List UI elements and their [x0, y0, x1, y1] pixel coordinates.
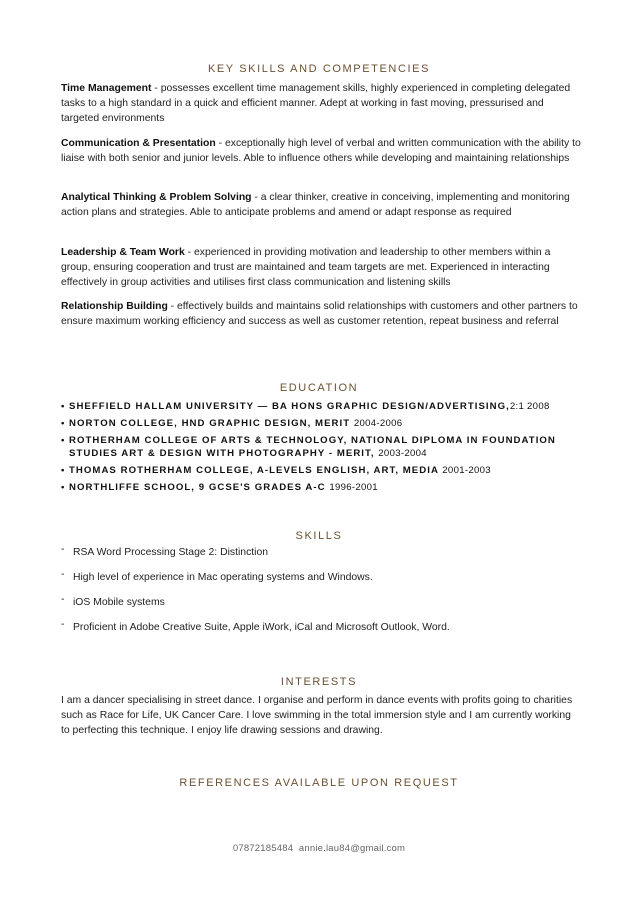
education-name: ROTHERHAM COLLEGE OF ARTS & TECHNOLOGY, NATIONAL DIPLOMA IN FOUNDATION STUDIES ART & DESIGN WITH PHOTOGRAPHY - MERIT,	[69, 435, 556, 459]
education-years: 2:1 2008	[509, 401, 550, 412]
education-years: 2004-2006	[353, 418, 403, 429]
education-name: THOMAS ROTHERHAM COLLEGE, A-LEVELS ENGLISH, ART, MEDIA	[69, 465, 439, 476]
education-item	[61, 417, 591, 430]
interests-text: I am a dancer specialising in street dance. I organise and perform in dance events with profits going to charities such as Race for Life, UK Cancer Care. I love swimming in the total immersion style and I am currently working to perfecting this technique. I enjoy life drawing sessions and drawing.	[61, 695, 573, 737]
key-skill-title: Leadership & Team Work	[61, 247, 185, 258]
skill-item	[61, 621, 450, 646]
key-skill-text: - exceptionally high level of verbal and written communication with the ability to liaise with both senior and junior levels. Able to influence others while developing and maintaining relationships	[61, 138, 581, 165]
education-item	[61, 400, 591, 413]
dash-icon: -	[61, 544, 65, 555]
key-skills-heading: KEY SKILLS AND COMPETENCIES	[207, 63, 431, 75]
skill-item	[61, 571, 450, 596]
key-skill-text: - a clear thinker, creative in conceiving, implementing and monitoring action plans and strategies. Able to anticipate problems and amend or adapt response as required	[61, 192, 570, 219]
key-skill-text: - possesses excellent time management skills, highly experienced in completing delegated tasks to a high standard in a quick and efficient manner. Adept at working in fast moving, pressurised and targeted environments	[61, 83, 571, 125]
education-years: 1996-2001	[329, 482, 378, 493]
skill-text: High level of experience in Mac operating systems and Windows.	[73, 572, 373, 583]
key-skill-item	[61, 190, 581, 220]
skill-text: Proficient in Adobe Creative Suite, Apple iWork, iCal and Microsoft Outlook, Word.	[73, 622, 450, 633]
contact-footer	[0, 843, 638, 854]
bullet-icon: •	[61, 465, 66, 476]
references-heading: REFERENCES AVAILABLE UPON REQUEST	[179, 777, 459, 789]
education-name: NORTHLIFFE SCHOOL, 9 GCSE'S GRADES A-C	[69, 482, 326, 493]
email-link[interactable]: annie.lau84@gmail.com	[298, 843, 406, 854]
key-skill-item	[61, 136, 581, 166]
skills-heading: SKILLS	[295, 530, 343, 542]
skill-item	[61, 596, 450, 621]
key-skill-title: Communication & Presentation	[61, 138, 216, 149]
key-skill-text: - effectively builds and maintains solid relationships with customers and other partners to ensure maximum working efficiency and success as well as customer retention, repeat business and referral	[61, 301, 578, 328]
interests-heading: INTERESTS	[280, 676, 358, 688]
dash-icon: -	[61, 569, 65, 580]
education-item	[61, 464, 591, 477]
dash-icon: -	[61, 619, 65, 630]
key-skill-item	[61, 299, 581, 329]
education-item	[61, 434, 591, 460]
key-skill-text: - experienced in providing motivation and leadership to other members within a group, ensuring cooperation and trust are maintained and team targets are met. Experienced in interacting effectively in group activities and utilises first class communication and listening skills	[61, 247, 551, 289]
key-skill-item	[61, 81, 581, 127]
education-item	[61, 481, 591, 494]
skill-text: RSA Word Processing Stage 2: Distinction	[73, 547, 269, 558]
education-years: 2001-2003	[442, 465, 491, 476]
education-heading: EDUCATION	[279, 382, 359, 394]
dash-icon: -	[61, 594, 65, 605]
bullet-icon: •	[61, 401, 66, 412]
education-list	[61, 400, 591, 498]
bullet-icon: •	[61, 418, 66, 429]
bullet-icon: •	[61, 435, 66, 446]
key-skill-item	[61, 245, 581, 291]
key-skill-title: Relationship Building	[61, 301, 168, 312]
skills-list	[61, 546, 450, 646]
education-years: 2003-2004	[378, 448, 427, 459]
key-skill-title: Analytical Thinking & Problem Solving	[61, 192, 252, 203]
education-name: SHEFFIELD HALLAM UNIVERSITY — BA HONS GRAPHIC DESIGN/ADVERTISING,	[69, 401, 510, 412]
skill-text: iOS Mobile systems	[73, 597, 165, 608]
bullet-icon: •	[61, 482, 66, 493]
skill-item	[61, 546, 450, 571]
phone-number[interactable]: 07872185484	[232, 843, 294, 854]
key-skill-title: Time Management	[61, 83, 152, 94]
education-name: NORTON COLLEGE, HND GRAPHIC DESIGN, MERIT	[69, 418, 351, 429]
